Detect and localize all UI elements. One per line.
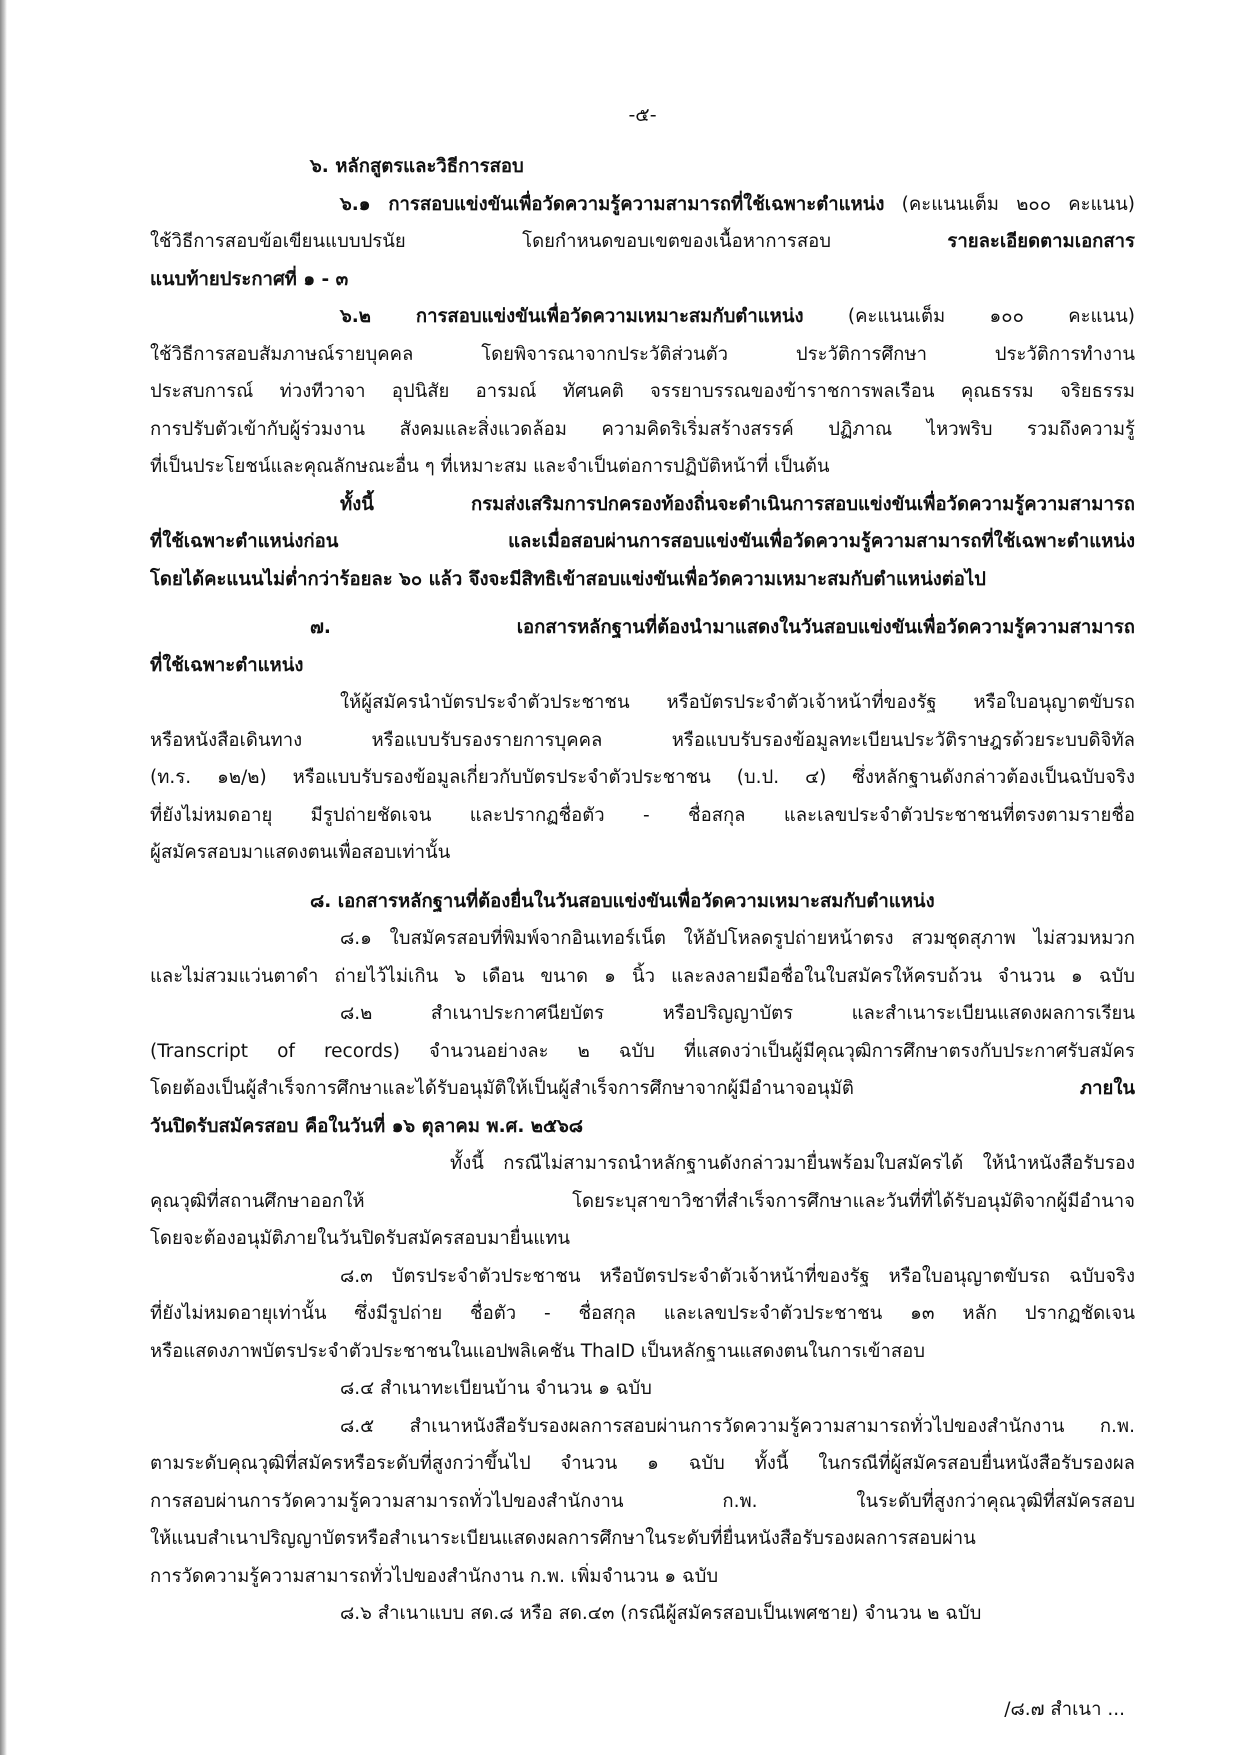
section-6-1-score: (คะแนนเต็ม ๒๐๐ คะแนน): [901, 193, 1135, 215]
section-6-2-title: ๖.๒ การสอบแข่งขันเพื่อวัดความเหมาะสมกับตำแหน่ง: [340, 306, 804, 327]
section-6-1-line-2: [150, 223, 1135, 261]
section-6-heading: ๖. หลักสูตรและวิธีการสอบ: [310, 156, 524, 177]
section-8-2-text: โดยต้องเป็นผู้สำเร็จการศึกษาและได้รับอนุมัติให้เป็นผู้สำเร็จการศึกษาจากผู้มีอำนาจอนุมัติ: [150, 1078, 854, 1099]
section-8-5-line-4: ให้แนบสำเนาปริญญาบัตรหรือสำเนาระเบียนแสดงผลการศึกษาในระดับที่ยื่นหนังสือรับรองผลการสอบผ่าน: [150, 1528, 976, 1549]
section-6-2-line-3: ประสบการณ์ ท่วงทีวาจา อุปนิสัย อารมณ์ ทัศนคติ จรรยาบรรณของข้าราชการพลเรือน คุณธรรม จริยธรรม: [150, 381, 1135, 402]
section-7-body-line-2: หรือหนังสือเดินทาง หรือแบบรับรองรายการบุคคล หรือแบบรับรองข้อมูลทะเบียนประวัติราษฎรด้วยระบบดิจิทัล: [150, 729, 1135, 751]
section-6-1-line-3: แนบท้ายประกาศที่ ๑ - ๓: [150, 268, 349, 290]
section-6-2-line-1: [150, 298, 1135, 336]
section-8-3-line-3: หรือแสดงภาพบัตรประจำตัวประชาชนในแอปพลิเคชัน ThaID เป็นหลักฐานแสดงตนในการเข้าสอบ: [150, 1340, 926, 1362]
section-6-1-text: ใช้วิธีการสอบข้อเขียนแบบปรนัย โดยกำหนดขอบเขตของเนื้อหาการสอบ: [150, 231, 831, 252]
section-6-1-title: ๖.๑ การสอบแข่งขันเพื่อวัดความรู้ความสามารถที่ใช้เฉพาะตำแหน่ง: [340, 193, 885, 215]
section-8-5-line-5: การวัดความรู้ความสามารถทั่วไปของสำนักงาน ก.พ. เพิ่มจำนวน ๑ ฉบับ: [150, 1565, 719, 1587]
section-6-2-line-2: ใช้วิธีการสอบสัมภาษณ์รายบุคคล โดยพิจารณาจากประวัติส่วนตัว ประวัติการศึกษา ประวัติการทำงาน: [150, 343, 1135, 365]
section-8-4: ๘.๔ สำเนาทะเบียนบ้าน จำนวน ๑ ฉบับ: [340, 1378, 652, 1399]
section-8-2-line-3: [150, 1070, 1135, 1108]
section-7-body-line-1: ให้ผู้สมัครนำบัตรประจำตัวประชาชน หรือบัตรประจำตัวเจ้าหน้าที่ของรัฐ หรือใบอนุญาตขับรถ: [340, 692, 1135, 713]
section-6-1-bold-text: รายละเอียดตามเอกสาร: [947, 231, 1135, 252]
section-7-heading-line-2: ที่ใช้เฉพาะตำแหน่ง: [150, 654, 304, 676]
section-8-2-deadline: วันปิดรับสมัครสอบ คือในวันที่ ๑๖ ตุลาคม พ.ศ. ๒๕๖๘: [150, 1115, 584, 1137]
section-6-note-line-1: ทั้งนี้ กรมส่งเสริมการปกครองท้องถิ่นจะดำเนินการสอบแข่งขันเพื่อวัดความรู้ความสามารถ: [340, 493, 1135, 515]
scan-edge: [0, 0, 7, 1755]
section-8-2-line-2: (Transcript of records) จำนวนอย่างละ ๒ ฉบับ ที่แสดงว่าเป็นผู้มีคุณวุฒิการศึกษาตรงกับประกาศรับสมัคร: [150, 1040, 1135, 1062]
section-7-body-line-5: ผู้สมัครสอบมาแสดงตนเพื่อสอบเท่านั้น: [150, 842, 451, 863]
section-8-5-line-3: การสอบผ่านการวัดความรู้ความสามารถทั่วไปของสำนักงาน ก.พ. ในระดับที่สูงกว่าคุณวุฒิที่สมัครสอบ: [150, 1490, 1135, 1512]
section-6-note-line-3: โดยได้คะแนนไม่ต่ำกว่าร้อยละ ๖๐ แล้ว จึงจะมีสิทธิเข้าสอบแข่งขันเพื่อวัดความเหมาะสมกับตำแหน่งต่อไป: [150, 568, 986, 590]
section-8-5-line-1: ๘.๕ สำเนาหนังสือรับรองผลการสอบผ่านการวัดความรู้ความสามารถทั่วไปของสำนักงาน ก.พ.: [340, 1415, 1135, 1437]
section-7-heading-line-1: ๗. เอกสารหลักฐานที่ต้องนำมาแสดงในวันสอบแข่งขันเพื่อวัดความรู้ความสามารถ: [310, 617, 1135, 638]
section-8-6: ๘.๖ สำเนาแบบ สด.๘ หรือ สด.๔๓ (กรณีผู้สมัครสอบเป็นเพศชาย) จำนวน ๒ ฉบับ: [340, 1603, 982, 1624]
section-8-1-line-1: ๘.๑ ใบสมัครสอบที่พิมพ์จากอินเทอร์เน็ต ให้อัปโหลดรูปถ่ายหน้าตรง สวมชุดสุภาพ ไม่สวมหมวก: [340, 928, 1135, 949]
section-8-5-line-2: ตามระดับคุณวุฒิที่สมัครหรือระดับที่สูงกว่าขึ้นไป จำนวน ๑ ฉบับ ทั้งนี้ ในกรณีที่ผู้สมัครสอบยื่นหนังสือรับรองผล: [150, 1453, 1135, 1474]
section-spacer: [150, 598, 1135, 609]
section-6-2-line-5: ที่เป็นประโยชน์และคุณลักษณะอื่น ๆ ที่เหมาะสม และจำเป็นต่อการปฏิบัติหน้าที่ เป็นต้น: [150, 456, 830, 477]
section-7-body-line-4: ที่ยังไม่หมดอายุ มีรูปถ่ายชัดเจน และปรากฏชื่อตัว - ชื่อสกุล และเลขประจำตัวประชาชนที่ตรงตามรายชื่อ: [150, 804, 1135, 826]
section-8-2-line-1: ๘.๒ สำเนาประกาศนียบัตร หรือปริญญาบัตร และสำเนาระเบียนแสดงผลการเรียน: [340, 1003, 1135, 1024]
section-6-2-score: (คะแนนเต็ม ๑๐๐ คะแนน): [847, 306, 1135, 327]
page-number: -๕-: [628, 104, 657, 126]
section-8-3-line-2: ที่ยังไม่หมดอายุเท่านั้น ซึ่งมีรูปถ่าย ชื่อตัว - ชื่อสกุล และเลขประจำตัวประชาชน ๑๓ หลัก ปรากฏชัดเจน: [150, 1303, 1135, 1324]
section-spacer: [150, 872, 1135, 883]
section-6-note-line-2: ที่ใช้เฉพาะตำแหน่งก่อน และเมื่อสอบผ่านการสอบแข่งขันเพื่อวัดความรู้ความสามารถที่ใช้เฉพาะตำแหน่ง: [150, 531, 1135, 552]
section-8-2-note-line-2: คุณวุฒิที่สถานศึกษาออกให้ โดยระบุสาขาวิชาที่สำเร็จการศึกษาและวันที่ที่ได้รับอนุมัติจากผู้มีอำนาจ: [150, 1190, 1135, 1212]
section-6-1-line-1: [150, 186, 1135, 224]
section-8-heading: ๘. เอกสารหลักฐานที่ต้องยื่นในวันสอบแข่งขันเพื่อวัดความเหมาะสมกับตำแหน่ง: [310, 890, 935, 912]
section-8-1-line-2: และไม่สวมแว่นตาดำ ถ่ายไว้ไม่เกิน ๖ เดือน ขนาด ๑ นิ้ว และลงลายมือชื่อในใบสมัครให้ครบถ้วน จำนวน ๑ ฉบับ: [150, 965, 1135, 987]
section-8-2-note-line-1: ทั้งนี้ กรณีไม่สามารถนำหลักฐานดังกล่าวมายื่นพร้อมใบสมัครได้ ให้นำหนังสือรับรอง: [450, 1153, 1135, 1174]
document-page: [150, 0, 1135, 1755]
continuation-marker: /๘.๗ สำเนา ...: [1004, 1699, 1125, 1720]
section-8-2-bold-text: ภายใน: [1079, 1078, 1135, 1099]
document-body: [150, 148, 1135, 1633]
section-8-2-note-line-3: โดยจะต้องอนุมัติภายในวันปิดรับสมัครสอบมายื่นแทน: [150, 1228, 571, 1249]
section-8-3-line-1: ๘.๓ บัตรประจำตัวประชาชน หรือบัตรประจำตัวเจ้าหน้าที่ของรัฐ หรือใบอนุญาตขับรถ ฉบับจริง: [340, 1265, 1135, 1287]
section-6-2-line-4: การปรับตัวเข้ากับผู้ร่วมงาน สังคมและสิ่งแวดล้อม ความคิดริเริ่มสร้างสรรค์ ปฏิภาณ ไหวพริบ รวมถึงความรู้: [150, 418, 1135, 440]
section-7-body-line-3: (ท.ร. ๑๒/๒) หรือแบบรับรองข้อมูลเกี่ยวกับบัตรประจำตัวประชาชน (บ.ป. ๔) ซึ่งหลักฐานดังกล่าวต้องเป็นฉบับจริง: [150, 767, 1135, 788]
